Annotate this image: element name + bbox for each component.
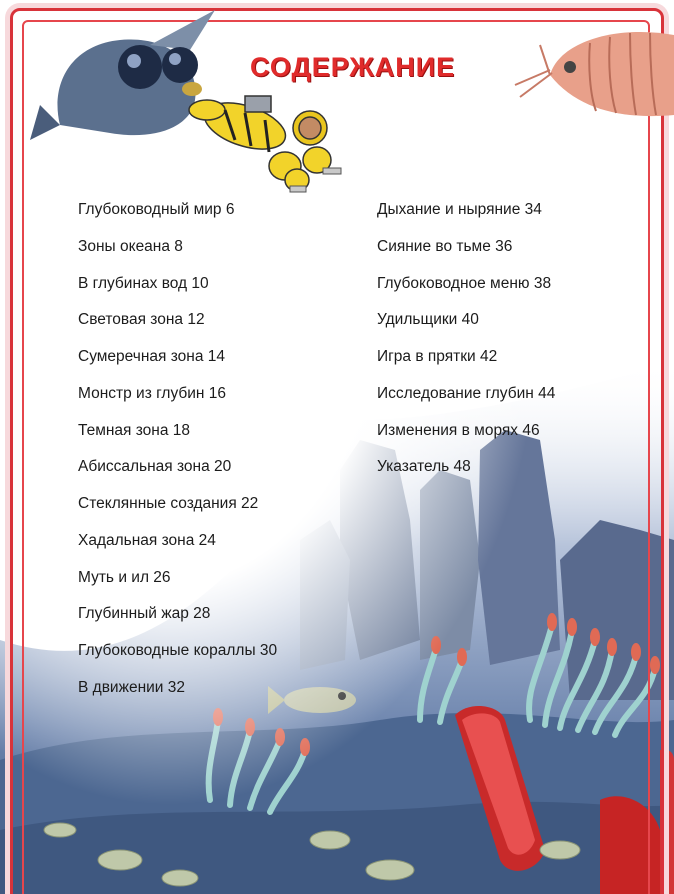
toc-entry: Стеклянные создания 22 bbox=[78, 495, 259, 512]
toc-entry: Сумеречная зона 14 bbox=[78, 348, 226, 365]
toc-entry: Указатель 48 bbox=[377, 458, 471, 476]
toc-entry: Хадальная зона 24 bbox=[78, 531, 216, 549]
diver-illustration bbox=[185, 88, 355, 203]
toc-entry: Удильщики 40 bbox=[377, 311, 479, 329]
isopod-illustration bbox=[510, 15, 674, 125]
toc-entry: Монстр из глубин 16 bbox=[78, 384, 227, 402]
toc-entry: Темная зона 18 bbox=[78, 421, 191, 439]
toc-entry: Абиссальная зона 20 bbox=[78, 458, 232, 476]
toc-entry: Изменения в морях 46 bbox=[377, 421, 540, 439]
toc-entry: Глубоководное меню 38 bbox=[377, 274, 552, 292]
page-title: СОДЕРЖАНИЕ bbox=[250, 52, 456, 82]
toc-entry: Исследование глубин 44 bbox=[377, 384, 556, 402]
toc-entry: Глубинный жар 28 bbox=[78, 605, 211, 623]
toc-entry: Муть и ил 26 bbox=[78, 568, 171, 586]
toc-entry: Световая зона 12 bbox=[78, 311, 205, 329]
toc-entry: Глубоководный мир 6 bbox=[78, 201, 235, 218]
toc-entry: Игра в прятки 42 bbox=[377, 348, 498, 365]
toc-entry: В движении 32 bbox=[78, 678, 185, 696]
toc-entry: Дыхание и ныряние 34 bbox=[377, 201, 542, 218]
toc-entry: Глубоководные кораллы 30 bbox=[78, 642, 278, 659]
toc-right-column bbox=[377, 200, 555, 494]
toc-entry: Зоны океана 8 bbox=[78, 237, 183, 255]
toc-entry: Сияние во тьме 36 bbox=[377, 237, 513, 255]
toc-left-column bbox=[78, 200, 277, 715]
toc-entry: В глубинах вод 10 bbox=[78, 274, 209, 292]
